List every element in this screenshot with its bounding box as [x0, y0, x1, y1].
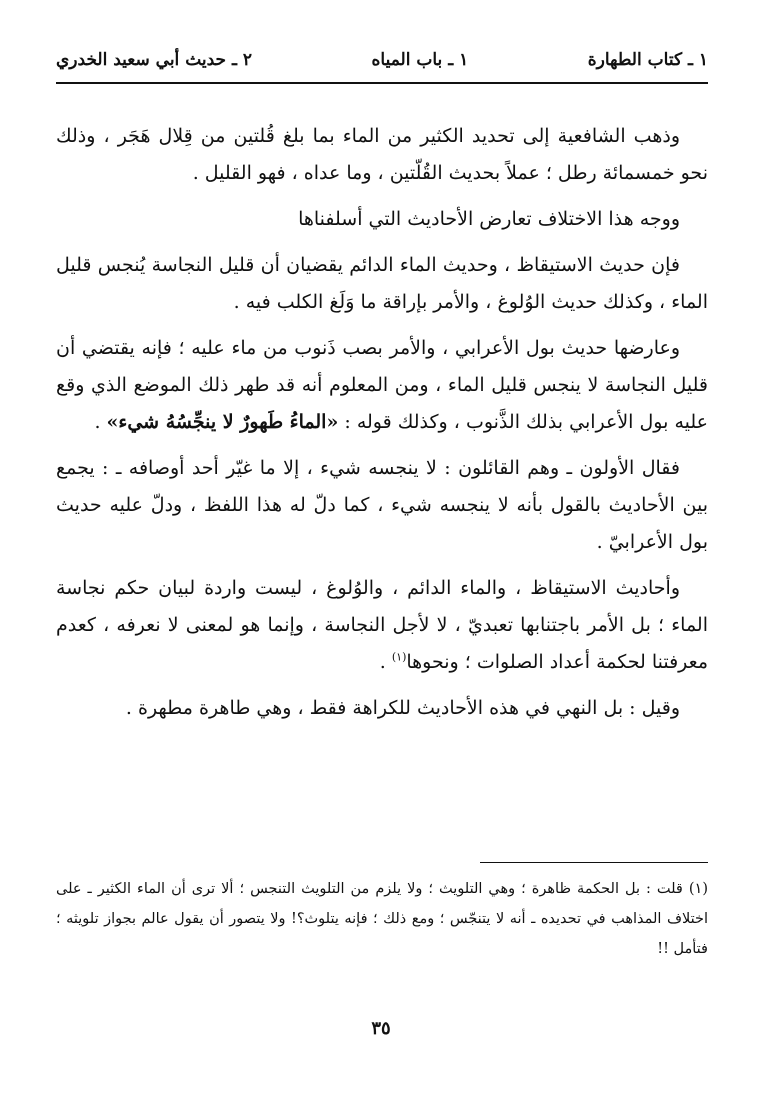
header-book-title: ١ ـ كتاب الطهارة [587, 50, 708, 70]
paragraph-5 [56, 450, 708, 561]
running-header [56, 44, 708, 76]
paragraph-6 [56, 570, 708, 681]
footnote-rule [480, 862, 708, 863]
paragraph-text: فقال الأولون ـ وهم القائلون : لا ينجسه شيء ، إلا ما غيّر أحد أوصافه ـ : يجمع بين الأحاديث بالقول بأنه لا ينجسه شيء ، كما دلّ له هذا اللفظ ، ودلّ عليه حديث بول الأعرابيّ . [56, 457, 708, 553]
paragraph-1 [56, 118, 708, 192]
paragraph-tail: . [379, 651, 392, 673]
paragraph-text: ووجه هذا الاختلاف تعارض الأحاديث التي أسلفناها [298, 208, 680, 230]
footnote: (١) قلت : بل الحكمة ظاهرة ؛ وهي التلويث ؛ ولا يلزم من التلويث التنجس ؛ ألا ترى أن الماء الكثير ـ على اختلاف المذاهب في تحديده ـ أنه لا يتنجّس ؛ ومع ذلك ؛ فإنه يتلوث؟! ولا يتصور أن يقول عالم بجواز تلويثه ؛ فتأمل !! [56, 881, 708, 957]
paragraph-text: وقيل : بل النهي في هذه الأحاديث للكراهة فقط ، وهي طاهرة مطهرة . [125, 697, 680, 719]
header-chapter-title: ١ ـ باب المياه [371, 50, 469, 70]
paragraph-3 [56, 247, 708, 321]
paragraph-text: وعارضها حديث بول الأعرابي ، والأمر بصب ذَنوب من ماء عليه ؛ فإنه يقتضي أن قليل النجاسة لا ينجس قليل الماء ، ومن المعلوم أنه قد طهر ذلك الموضع الذي وقع عليه بول الأعرابي بذلك الذَّنوب ، وكذلك قوله : [56, 337, 708, 433]
header-rule [56, 82, 708, 84]
paragraph-text: فإن حديث الاستيقاظ ، وحديث الماء الدائم يقضيان أن قليل النجاسة يُنجس قليل الماء ، وكذلك حديث الوُلوغ ، والأمر بإراقة ما وَلَغ الكلب فيه . [56, 254, 708, 313]
paragraph-7 [56, 690, 708, 727]
main-text [56, 118, 708, 736]
paragraph-4 [56, 330, 708, 441]
header-hadith-title: ٢ ـ حديث أبي سعيد الخدري [56, 50, 253, 70]
paragraph-text: وذهب الشافعية إلى تحديد الكثير من الماء بما بلغ قُلتين من قِلال هَجَر ، وذلك نحو خمسمائة رطل ؛ عملاً بحديث القُلّتين ، وما عداه ، فهو القليل . [56, 125, 708, 184]
footnote-reference[interactable]: (١) [391, 650, 407, 664]
page-number: ٣٥ [371, 1018, 391, 1039]
paragraph-2 [56, 201, 708, 238]
paragraph-text: وأحاديث الاستيقاظ ، والماء الدائم ، والوُلوغ ، ليست واردة لبيان حكم نجاسة الماء ؛ بل الأمر باجتنابها تعبديّ ، لا لأجل النجاسة ، وإنما هو لمعنى لا نعرفه ، كعدم معرفتنا لحكمة أعداد الصلوات ؛ ونحوها [56, 577, 708, 673]
paragraph-tail: . [94, 411, 107, 433]
hadith-quote: «الماءُ طَهورٌ لا ينجِّسُهُ شيء» [106, 411, 339, 433]
